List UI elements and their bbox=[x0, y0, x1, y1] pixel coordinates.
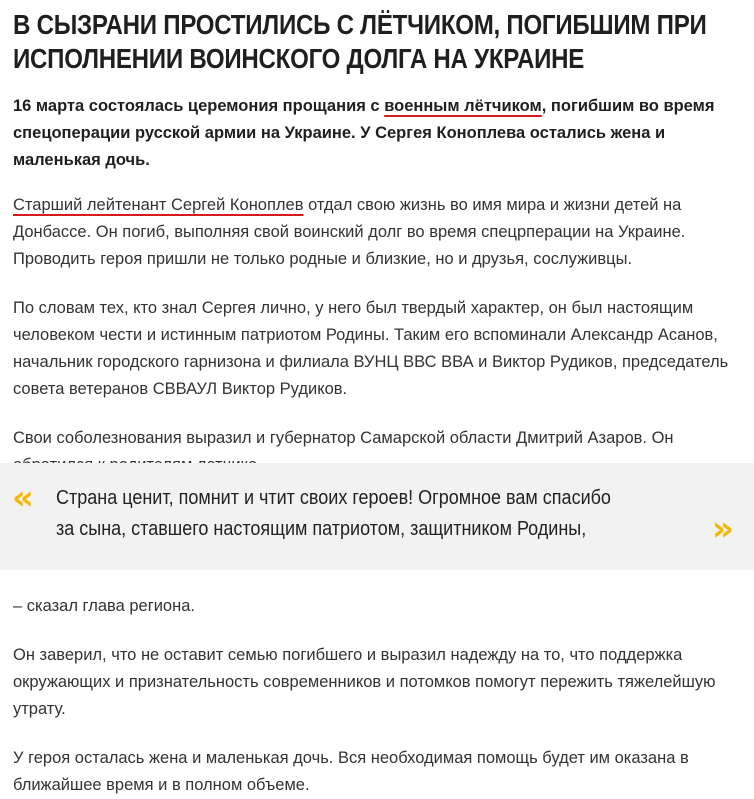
military-pilot-link[interactable]: военным лётчиком bbox=[384, 97, 542, 115]
senior-lieutenant-link[interactable]: Старший лейтенант Сергей Коноплев bbox=[13, 196, 304, 214]
paragraph-1-text: отдал свою жизнь во имя мира и жизни детей на Донбассе. Он погиб, выполняя свой воинский долг во время спецрперации на Украине. Проводить героя пришли не только родные и близкие, но и друзья, сослуживцы. bbox=[13, 196, 686, 268]
article bbox=[13, 0, 743, 479]
paragraph-5: Он заверил, что не оставит семью погибшего и выразил надежду на то, что поддержка окружающих и признательность современников и потомков помогут пережить тяжелейшую утрату. bbox=[13, 646, 716, 718]
quote-close-icon: » bbox=[712, 509, 734, 549]
quote-open-icon: « bbox=[12, 478, 34, 518]
lead-text-end: , погибшим во время спецоперации русской армии на Украине. У Сергея Коноплева остались жена и маленькая дочь. bbox=[13, 97, 715, 169]
article-title: В СЫЗРАНИ ПРОСТИЛИСЬ С ЛЁТЧИКОМ, ПОГИБШИМ ПРИ ИСПОЛНЕНИИ ВОИНСКОГО ДОЛГА НА УКРАИНЕ bbox=[13, 9, 707, 74]
paragraph-1 bbox=[13, 192, 743, 273]
quote-text: Страна ценит, помнит и чтит своих героев! Огромное вам спасибо за сына, ставшего настоящим патриотом, защитником Родины, bbox=[56, 487, 611, 540]
paragraph-4: – сказал глава региона. bbox=[13, 597, 195, 615]
quote-block bbox=[0, 463, 754, 570]
article-continuation bbox=[13, 593, 743, 799]
lead-text-start: 16 марта состоялась церемония прощания с bbox=[13, 97, 385, 115]
paragraph-2: По словам тех, кто знал Сергея лично, у него был твердый характер, он был настоящим человеком чести и истинным патриотом Родины. Таким его вспоминали Александр Асанов, начальник городского гарнизона и филиала ВУНЦ ВВС ВВА и Виктор Рудиков, председатель совета ветеранов СВВАУЛ Виктор Рудиков. bbox=[13, 299, 729, 398]
article-lead bbox=[13, 93, 743, 174]
paragraph-6: У героя осталась жена и маленькая дочь. Вся необходимая помощь будет им оказана в ближайшее время и в полном объеме. bbox=[13, 749, 689, 794]
paragraph-3: Свои соболезнования выразил и губернатор Самарской области Дмитрий Азаров. Он bbox=[13, 429, 674, 447]
